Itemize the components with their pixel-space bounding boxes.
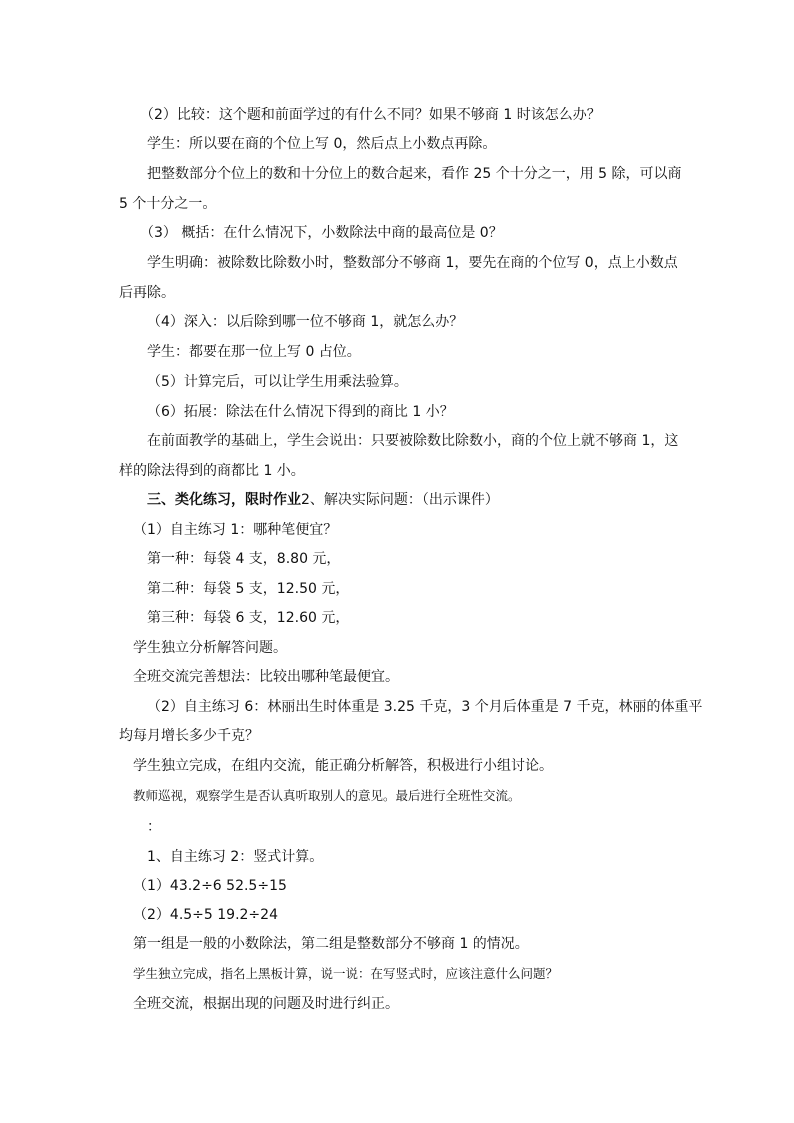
- paragraph-line-23: 学生独立完成，在组内交流，能正确分析解答，积极进行小组讨论。: [133, 758, 553, 774]
- paragraph-line-18: 第三种：每袋 6 支，12.60 元，: [147, 610, 350, 626]
- paragraph-line-17: 第二种：每袋 5 支，12.50 元，: [147, 581, 350, 597]
- paragraph-line-30: 学生独立完成，指名上黑板计算，说一说：在写竖式时，应该注意什么问题？: [133, 966, 559, 981]
- paragraph-line-6: 学生明确：被除数比除数小时，整数部分不够商 1，要先在商的个位写 0，点上小数点: [147, 255, 678, 271]
- paragraph-line-13: 样的除法得到的商都比 1 小。: [119, 463, 305, 479]
- paragraph-line-5: （3） 概括：在什么情况下，小数除法中商的最高位是 0？: [140, 225, 503, 241]
- paragraph-line-22: 均每月增长多少千克？: [119, 728, 259, 744]
- paragraph-line-29: 第一组是一般的小数除法，第二组是整数部分不够商 1 的情况。: [133, 936, 529, 952]
- paragraph-line-19: 学生独立分析解答问题。: [133, 640, 287, 656]
- paragraph-line-21: （2）自主练习 6：林丽出生时体重是 3.25 千克，3 个月后体重是 7 千克，林丽的体重平: [147, 699, 703, 715]
- paragraph-line-10: （5）计算完后，可以让学生用乘法验算。: [147, 374, 408, 390]
- paragraph-line-9: 学生：都要在那一位上写 0 占位。: [147, 344, 361, 360]
- section-heading: 三、类化练习，限时作业: [147, 492, 301, 508]
- paragraph-line-20: 全班交流完善想法：比较出哪种笔最便宜。: [133, 669, 399, 685]
- paragraph-line-11: （6）拓展：除法在什么情况下得到的商比 1 小？: [147, 404, 454, 420]
- paragraph-line-12: 在前面教学的基础上，学生会说出：只要被除数比除数小，商的个位上就不够商 1，这: [147, 433, 679, 449]
- paragraph-line-3: 把整数部分个位上的数和十分位上的数合起来，看作 25 个十分之一，用 5 除，可以商: [147, 166, 682, 182]
- paragraph-line-28: （2）4.5÷5 19.2÷24: [133, 907, 278, 923]
- paragraph-line-1: （2）比较：这个题和前面学过的有什么不同？如果不够商 1 时该怎么办？: [140, 107, 601, 123]
- paragraph-line-16: 第一种：每袋 4 支，8.80 元，: [147, 551, 341, 567]
- paragraph-line-7: 后再除。: [119, 285, 175, 301]
- paragraph-line-25: ：: [147, 819, 161, 835]
- section-subheading: 2、解决实际问题：（出示课件）: [301, 492, 499, 508]
- paragraph-line-4: 5 个十分之一。: [119, 196, 217, 212]
- paragraph-line-27: （1）43.2÷6 52.5÷15: [133, 878, 287, 894]
- paragraph-line-2: 学生：所以要在商的个位上写 0，然后点上小数点再除。: [147, 136, 497, 152]
- paragraph-line-26: 1、自主练习 2：竖式计算。: [147, 849, 324, 865]
- paragraph-line-31: 全班交流，根据出现的问题及时进行纠正。: [133, 996, 399, 1012]
- paragraph-line-8: （4）深入：以后除到哪一位不够商 1，就怎么办？: [147, 314, 464, 330]
- paragraph-line-15: （1）自主练习 1：哪种笔便宜？: [133, 522, 338, 538]
- section-heading-line: [147, 490, 499, 510]
- paragraph-line-24: 教师巡视，观察学生是否认真听取别人的意见。最后进行全班性交流。: [133, 788, 521, 803]
